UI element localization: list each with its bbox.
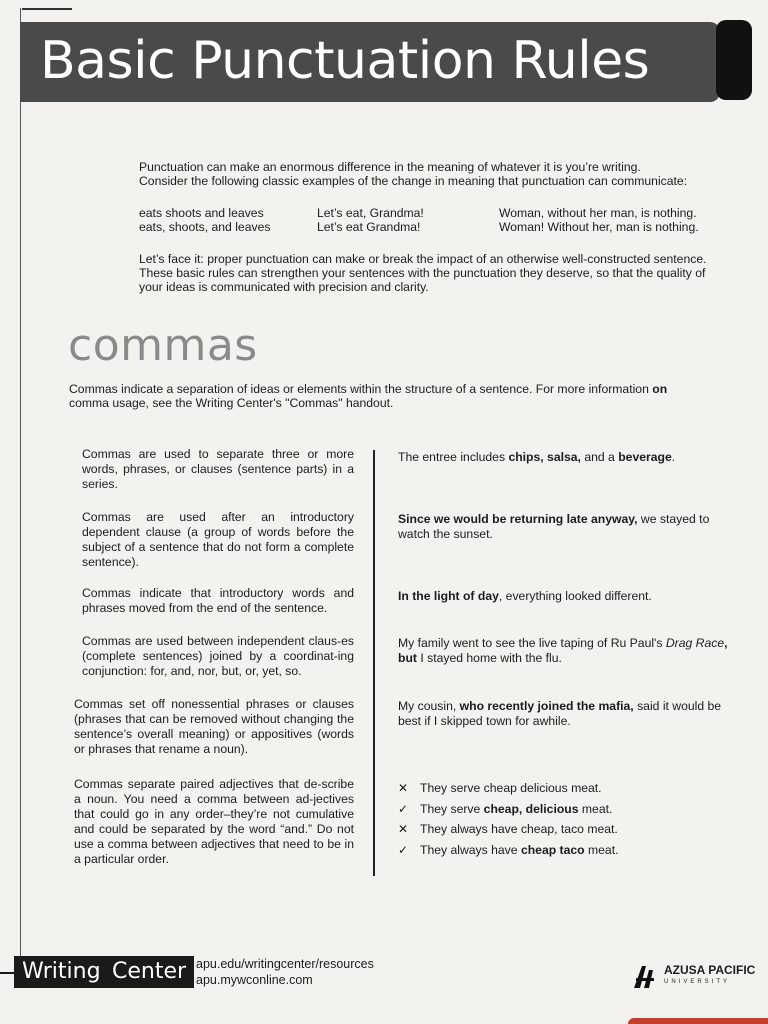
adjective-examples [398, 778, 728, 860]
example-bold: In the light of day [398, 589, 499, 603]
list-item [398, 840, 728, 861]
example-text: They always have cheap, taco meat. [420, 822, 618, 836]
example-row [139, 220, 729, 234]
example-italic: Drag Race [665, 636, 725, 650]
example-text: They always have [420, 842, 521, 857]
rule-description: Commas indicate that introductory words and phrases moved from the end of the sentence. [82, 586, 354, 615]
checkmark-icon: ✓ [398, 842, 409, 857]
rule-example [398, 450, 728, 465]
example-bold: , but [398, 636, 728, 665]
commas-intro-text: Commas indicate a separation of ideas or elements within the structure of a sentence. For more information [69, 382, 649, 396]
wconline-link[interactable]: apu.mywconline.com [196, 973, 313, 987]
example-bold: chips, salsa, [508, 450, 581, 464]
example-text: we stayed to watch the sunset. [398, 512, 710, 541]
example-cell: Let’s eat, Grandma! [317, 206, 424, 220]
example-cell: Woman! Without her, man is nothing. [499, 220, 699, 234]
list-item [398, 799, 728, 820]
example-text: They serve cheap delicious meat. [420, 781, 602, 795]
example-text: . [671, 450, 676, 464]
example-text: The entree includes [398, 450, 509, 464]
intro-line-1: Punctuation can make an enormous difference in the meaning of whatever it is you’re writing. [139, 160, 641, 174]
writing-center-logo-word-2: Center [104, 956, 194, 988]
example-text: meat. [584, 842, 619, 857]
apu-name: AZUSA PACIFIC [664, 963, 756, 977]
example-text: My family went to see the live taping of Ru Paul's [398, 636, 666, 650]
writing-center-logo-word-1: Writing [14, 956, 114, 988]
intro-paragraph [139, 160, 729, 188]
rule-example [398, 636, 728, 666]
example-text: , everything looked different. [498, 589, 652, 603]
banner-tab [716, 20, 752, 100]
footer-links [196, 956, 374, 988]
list-item [398, 819, 728, 840]
checkmark-icon: ✓ [398, 801, 409, 816]
example-row [139, 206, 729, 220]
rule-example [398, 699, 728, 729]
example-bold: Since we would be returning late anyway, [398, 512, 638, 526]
commas-intro-text-2: comma usage, see the Writing Center's "Commas" handout. [69, 396, 394, 410]
resources-link[interactable]: apu.edu/writingcenter/resources [196, 957, 374, 971]
apu-subtitle: UNIVERSITY [664, 979, 731, 985]
intro-line-2: Consider the following classic examples of the change in meaning that punctuation can communicate: [139, 174, 688, 188]
example-text: I stayed home with the flu. [416, 651, 562, 665]
left-edge-line [20, 8, 21, 963]
apu-wordmark [664, 964, 755, 988]
rule-description: Commas are used between independent claus-es (complete sentences) joined by a coordinat-ing conjunction: for, and, nor, but, or, yet, so. [82, 634, 354, 678]
rule-description: Commas are used to separate three or more words, phrases, or clauses (sentence parts) in a series. [82, 447, 354, 491]
footer-rule [0, 972, 14, 974]
commas-intro-bold: on [652, 382, 668, 396]
top-edge-mark [22, 8, 72, 10]
column-divider [373, 450, 375, 876]
rule-description: Commas are used after an introductory dependent clause (a group of words before the subject of a sentence that do not form a complete sentence). [82, 510, 354, 569]
example-bold: who recently joined the mafia, [459, 699, 634, 713]
punctuation-examples [139, 206, 729, 234]
apu-mark-icon [632, 964, 658, 988]
example-bold: beverage [618, 450, 672, 464]
example-text: said it would be best if I skipped town for awhile. [398, 699, 722, 728]
page-title: Basic Punctuation Rules [40, 31, 650, 91]
example-text: meat. [578, 801, 613, 816]
example-text: My cousin, [398, 699, 460, 713]
rule-description: Commas set off nonessential phrases or clauses (phrases that can be removed without changing the sentence’s overall meaning) or appositives (words or phrases that rename a noun). [74, 697, 354, 756]
rule-description: Commas separate paired adjectives that de-scribe a noun. You need a comma between ad-jectives that could go in any order–they’re not cumulative and could be separated by the word “and.” Do not use a comma between adjectives that need to be in a particular order. [74, 777, 354, 866]
example-text: They serve [420, 801, 484, 816]
incorrect-mark-icon: ✕ [398, 781, 409, 795]
incorrect-mark-icon: ✕ [398, 822, 409, 836]
rule-example [398, 512, 728, 542]
list-item [398, 778, 728, 799]
example-cell: eats shoots and leaves [139, 206, 264, 220]
example-cell: Woman, without her man, is nothing. [499, 206, 697, 220]
importance-paragraph: Let’s face it: proper punctuation can make or break the impact of an otherwise well-constructed sentence. These basic rules can strengthen your sentences with the punctuation they deserve, so that the quality of your ideas is communicated with precision and clarity. [139, 252, 707, 294]
example-cell: eats, shoots, and leaves [139, 220, 271, 234]
rule-example [398, 589, 728, 604]
example-cell: Let’s eat Grandma! [317, 220, 421, 234]
section-heading-commas: commas [68, 320, 258, 371]
example-text: and a [580, 450, 619, 464]
commas-intro [69, 382, 709, 410]
red-page-edge [628, 1018, 768, 1024]
example-bold: cheap taco [520, 842, 585, 857]
example-bold: cheap, delicious [483, 801, 579, 816]
apu-logo [632, 964, 755, 988]
